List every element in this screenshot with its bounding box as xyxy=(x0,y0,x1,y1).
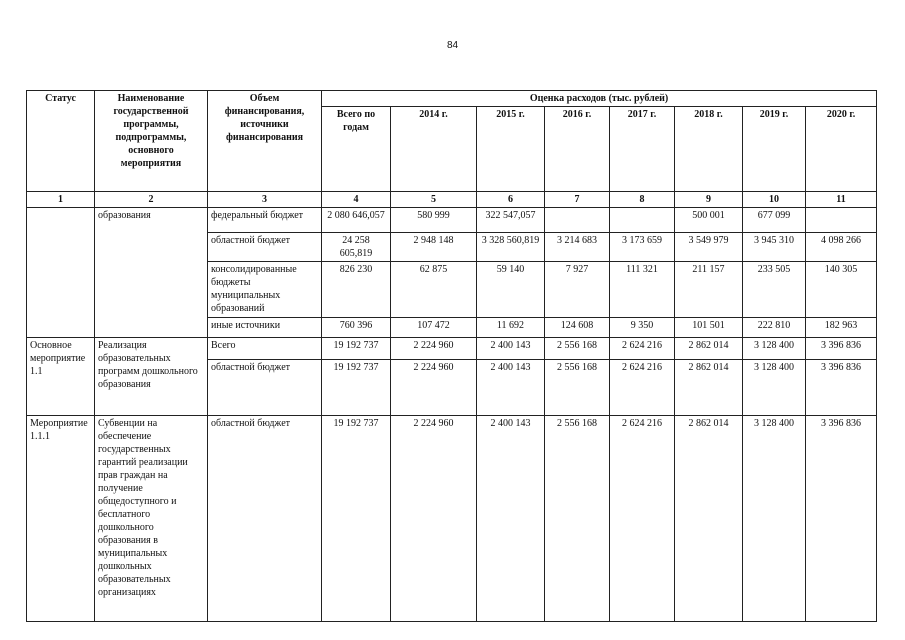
value-2015: 3 328 560,819 xyxy=(477,233,545,262)
value-2016: 124 608 xyxy=(545,318,610,338)
column-number: 2 xyxy=(95,192,208,208)
value-2020: 3 396 836 xyxy=(806,416,877,622)
funding-source: областной бюджет xyxy=(208,360,322,416)
value-2015: 11 692 xyxy=(477,318,545,338)
header-estimate: Оценка расходов (тыс. рублей) xyxy=(322,91,877,107)
funding-source: Всего xyxy=(208,338,322,360)
header-funding: Объем финансирования, источники финансирования xyxy=(208,91,322,192)
value-2017: 9 350 xyxy=(610,318,675,338)
page-number: 84 xyxy=(446,40,459,51)
column-number: 9 xyxy=(675,192,743,208)
value-2014: 2 224 960 xyxy=(391,416,477,622)
value-total: 24 258 605,819 xyxy=(322,233,391,262)
value-2019: 222 810 xyxy=(743,318,806,338)
value-total: 19 192 737 xyxy=(322,416,391,622)
column-number-row xyxy=(27,192,877,208)
value-2020: 140 305 xyxy=(806,262,877,318)
column-number: 6 xyxy=(477,192,545,208)
value-2017: 111 321 xyxy=(610,262,675,318)
value-2019: 233 505 xyxy=(743,262,806,318)
value-total: 2 080 646,057 xyxy=(322,208,391,233)
row-name: Субвенции на обеспечение государственных гарантий реализации прав граждан на получение общедоступного и бесплатного дошкольного образования в муниципальных дошкольных образовательных организациях xyxy=(95,416,208,622)
value-2020: 4 098 266 xyxy=(806,233,877,262)
value-2015: 322 547,057 xyxy=(477,208,545,233)
value-2018: 2 862 014 xyxy=(675,338,743,360)
row-name: Реализация образовательных программ дошкольного образования xyxy=(95,338,208,416)
value-2016: 2 556 168 xyxy=(545,416,610,622)
header-2017: 2017 г. xyxy=(610,107,675,192)
value-2016: 2 556 168 xyxy=(545,360,610,416)
column-number: 3 xyxy=(208,192,322,208)
row-name: образования xyxy=(95,208,208,338)
value-2015: 59 140 xyxy=(477,262,545,318)
value-2017: 2 624 216 xyxy=(610,338,675,360)
funding-source: областной бюджет xyxy=(208,416,322,622)
row-status: Мероприятие 1.1.1 xyxy=(27,416,95,622)
header-name: Наименование государственной программы, подпрограммы, основного мероприятия xyxy=(95,91,208,192)
value-2014: 62 875 xyxy=(391,262,477,318)
value-2018: 3 549 979 xyxy=(675,233,743,262)
header-2020: 2020 г. xyxy=(806,107,877,192)
value-2019: 3 945 310 xyxy=(743,233,806,262)
value-2018: 500 001 xyxy=(675,208,743,233)
value-2016 xyxy=(545,208,610,233)
value-2014: 2 224 960 xyxy=(391,360,477,416)
column-number: 1 xyxy=(27,192,95,208)
value-2019: 3 128 400 xyxy=(743,360,806,416)
value-2018: 101 501 xyxy=(675,318,743,338)
value-2019: 3 128 400 xyxy=(743,338,806,360)
value-2018: 2 862 014 xyxy=(675,416,743,622)
value-2015: 2 400 143 xyxy=(477,360,545,416)
table-row xyxy=(27,416,877,622)
value-total: 826 230 xyxy=(322,262,391,318)
header-2018: 2018 г. xyxy=(675,107,743,192)
expenditure-table xyxy=(26,90,877,622)
table-row xyxy=(27,338,877,360)
value-total: 19 192 737 xyxy=(322,338,391,360)
value-2020 xyxy=(806,208,877,233)
value-2017: 3 173 659 xyxy=(610,233,675,262)
row-status: Основное мероприятие 1.1 xyxy=(27,338,95,416)
column-number: 4 xyxy=(322,192,391,208)
value-2020: 3 396 836 xyxy=(806,338,877,360)
value-2016: 7 927 xyxy=(545,262,610,318)
value-2018: 211 157 xyxy=(675,262,743,318)
value-2015: 2 400 143 xyxy=(477,338,545,360)
header-2014: 2014 г. xyxy=(391,107,477,192)
funding-source: иные источники xyxy=(208,318,322,338)
value-2014: 2 224 960 xyxy=(391,338,477,360)
row-status xyxy=(27,208,95,338)
funding-source: областной бюджет xyxy=(208,233,322,262)
value-2017 xyxy=(610,208,675,233)
value-2017: 2 624 216 xyxy=(610,360,675,416)
column-number: 10 xyxy=(743,192,806,208)
value-2020: 182 963 xyxy=(806,318,877,338)
value-2019: 677 099 xyxy=(743,208,806,233)
value-2014: 2 948 148 xyxy=(391,233,477,262)
value-2017: 2 624 216 xyxy=(610,416,675,622)
header-2016: 2016 г. xyxy=(545,107,610,192)
value-2019: 3 128 400 xyxy=(743,416,806,622)
column-number: 8 xyxy=(610,192,675,208)
funding-source: консолидированные бюджеты муниципальных образований xyxy=(208,262,322,318)
value-2014: 580 999 xyxy=(391,208,477,233)
table-row xyxy=(27,208,877,233)
value-2014: 107 472 xyxy=(391,318,477,338)
value-2018: 2 862 014 xyxy=(675,360,743,416)
value-2020: 3 396 836 xyxy=(806,360,877,416)
header-2015: 2015 г. xyxy=(477,107,545,192)
column-number: 5 xyxy=(391,192,477,208)
value-2015: 2 400 143 xyxy=(477,416,545,622)
value-2016: 2 556 168 xyxy=(545,338,610,360)
header-status: Статус xyxy=(27,91,95,192)
funding-source: федеральный бюджет xyxy=(208,208,322,233)
value-2016: 3 214 683 xyxy=(545,233,610,262)
column-number: 7 xyxy=(545,192,610,208)
header-2019: 2019 г. xyxy=(743,107,806,192)
value-total: 760 396 xyxy=(322,318,391,338)
column-number: 11 xyxy=(806,192,877,208)
value-total: 19 192 737 xyxy=(322,360,391,416)
header-total: Всего по годам xyxy=(322,107,391,192)
